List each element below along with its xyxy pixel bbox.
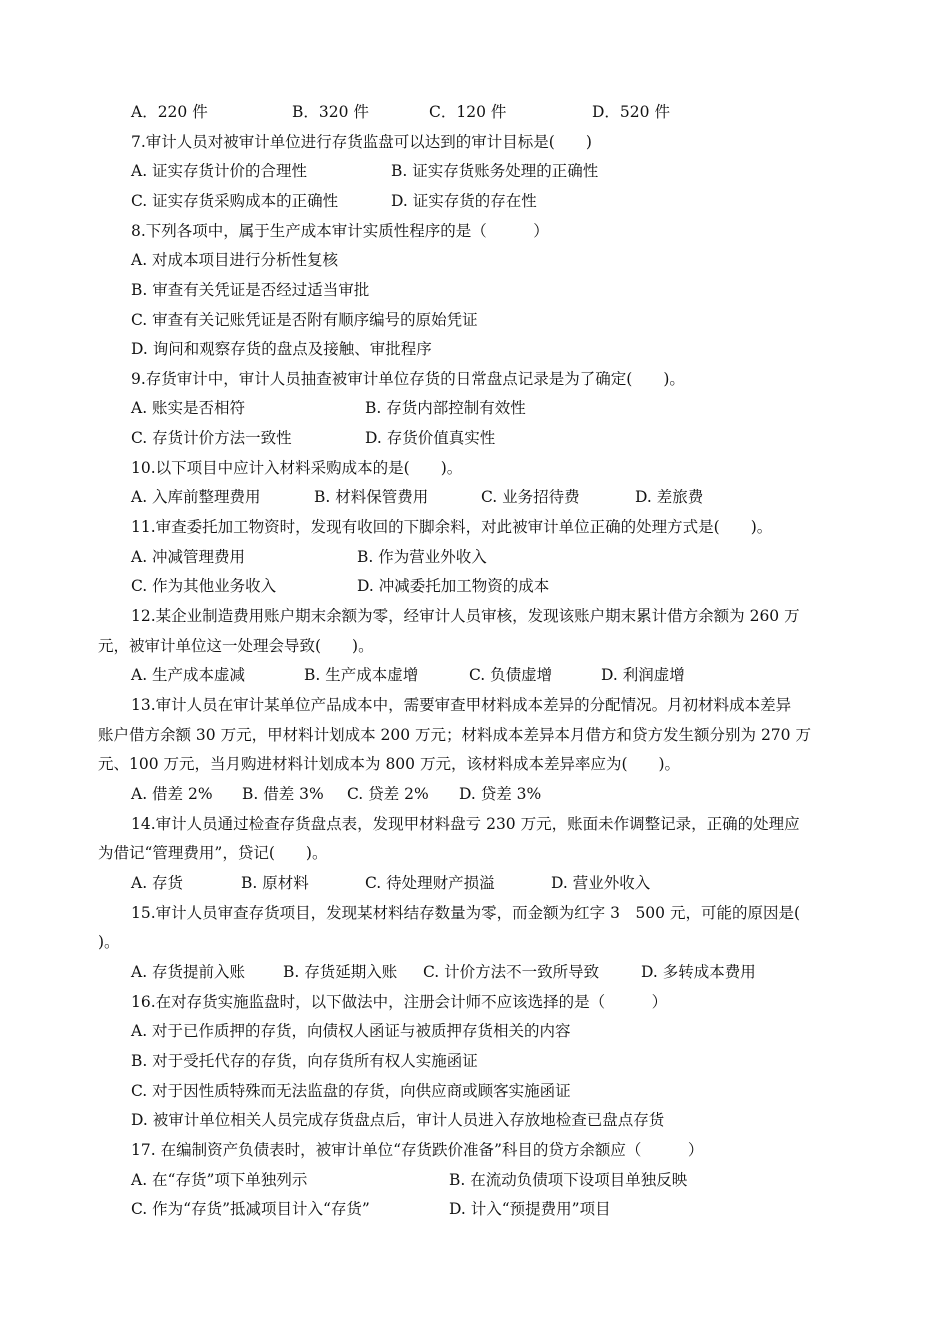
q10-stem: 10.以下项目中应计入材料采购成本的是( )。 — [131, 459, 463, 477]
q7-option-a: A. 证实存货计价的合理性 — [131, 162, 308, 180]
q6-option-d: D．520 件 — [592, 103, 670, 121]
q16-option-d: D. 被审计单位相关人员完成存货盘点后，审计人员进入存放地检查已盘点存货 — [131, 1111, 665, 1129]
q17-option-c: C. 作为“存货”抵减项目计入“存货” — [131, 1200, 370, 1218]
q6-option-a: A．220 件 — [131, 103, 208, 121]
q13-stem-line2: 账户借方余额 30 万元，甲材料计划成本 200 万元；材料成本差异本月借方和贷方发生额分别为 270 万 — [98, 726, 811, 744]
q15-option-a: A. 存货提前入账 — [131, 963, 246, 981]
q12-stem-line1: 12.某企业制造费用账户期末余额为零，经审计人员审核，发现该账户期末累计借方余额为 260 万 — [131, 607, 800, 625]
q16-option-b: B. 对于受托代存的存货，向存货所有权人实施函证 — [131, 1052, 478, 1070]
q15-option-c: C. 计价方法不一致所导致 — [423, 963, 600, 981]
q17-option-b: B. 在流动负债项下设项目单独反映 — [449, 1171, 688, 1189]
q7-option-d: D. 证实存货的存在性 — [391, 192, 537, 210]
q17-stem: 17. 在编制资产负债表时，被审计单位“存货跌价准备”科目的贷方余额应（ ） — [131, 1141, 704, 1159]
q6-option-c: C．120 件 — [429, 103, 507, 121]
q12-option-b: B. 生产成本虚增 — [304, 666, 419, 684]
q15-stem-line1: 15.审计人员审查存货项目，发现某材料结存数量为零，而金额为红字 3 500 元，可能的原因是( — [131, 904, 801, 922]
q14-stem-line1: 14.审计人员通过检查存货盘点表，发现甲材料盘亏 230 万元，账面未作调整记录，正确的处理应 — [131, 815, 800, 833]
q13-option-c: C. 贷差 2% — [347, 785, 429, 803]
q9-option-d: D. 存货价值真实性 — [365, 429, 496, 447]
q7-option-b: B. 证实存货账务处理的正确性 — [391, 162, 599, 180]
q6-option-b: B．320 件 — [292, 103, 369, 121]
q11-option-a: A. 冲减管理费用 — [131, 548, 246, 566]
q13-stem-line1: 13.审计人员在审计某单位产品成本中，需要审查甲材料成本差异的分配情况。月初材料成本差异 — [131, 696, 792, 714]
q7-stem: 7.审计人员对被审计单位进行存货监盘可以达到的审计目标是( ) — [131, 133, 592, 151]
q15-option-d: D. 多转成本费用 — [641, 963, 756, 981]
q14-option-d: D. 营业外收入 — [551, 874, 651, 892]
q13-option-b: B. 借差 3% — [242, 785, 324, 803]
q13-option-a: A. 借差 2% — [131, 785, 213, 803]
q16-stem: 16.在对存货实施监盘时，以下做法中，注册会计师不应该选择的是（ ） — [131, 993, 668, 1011]
q11-option-b: B. 作为营业外收入 — [357, 548, 487, 566]
q8-option-a: A. 对成本项目进行分析性复核 — [131, 251, 339, 269]
q10-option-a: A. 入库前整理费用 — [131, 488, 261, 506]
q17-option-a: A. 在“存货”项下单独列示 — [131, 1171, 308, 1189]
q15-stem-line2: )。 — [98, 933, 120, 951]
q12-stem-line2: 元，被审计单位这一处理会导致( )。 — [98, 637, 374, 655]
q16-option-c: C. 对于因性质特殊而无法监盘的存货，向供应商或顾客实施函证 — [131, 1082, 571, 1100]
q13-stem-line3: 元、100 万元，当月购进材料计划成本为 800 万元，该材料成本差异率应为( )。 — [98, 755, 681, 773]
q8-option-b: B. 审查有关凭证是否经过适当审批 — [131, 281, 370, 299]
q10-option-b: B. 材料保管费用 — [314, 488, 429, 506]
q11-option-c: C. 作为其他业务收入 — [131, 577, 277, 595]
q14-option-b: B. 原材料 — [241, 874, 309, 892]
q11-stem: 11.审查委托加工物资时，发现有收回的下脚余料，对此被审计单位正确的处理方式是( )。 — [131, 518, 773, 536]
q10-option-c: C. 业务招待费 — [481, 488, 580, 506]
q12-option-c: C. 负债虚增 — [469, 666, 553, 684]
q14-option-a: A. 存货 — [131, 874, 184, 892]
q8-option-d: D. 询问和观察存货的盘点及接触、审批程序 — [131, 340, 432, 358]
q14-stem-line2: 为借记“管理费用”，贷记( )。 — [98, 844, 328, 862]
q9-option-c: C. 存货计价方法一致性 — [131, 429, 292, 447]
q15-option-b: B. 存货延期入账 — [283, 963, 398, 981]
q16-option-a: A. 对于已作质押的存货，向债权人函证与被质押存货相关的内容 — [131, 1022, 571, 1040]
q13-option-d: D. 贷差 3% — [459, 785, 542, 803]
q17-option-d: D. 计入“预提费用”项目 — [449, 1200, 611, 1218]
q8-stem: 8.下列各项中，属于生产成本审计实质性程序的是（ ） — [131, 222, 549, 240]
q14-option-c: C. 待处理财产损溢 — [365, 874, 495, 892]
q8-option-c: C. 审查有关记账凭证是否附有顺序编号的原始凭证 — [131, 311, 478, 329]
q11-option-d: D. 冲减委托加工物资的成本 — [357, 577, 550, 595]
q12-option-d: D. 利润虚增 — [601, 666, 685, 684]
q7-option-c: C. 证实存货采购成本的正确性 — [131, 192, 339, 210]
q10-option-d: D. 差旅费 — [635, 488, 704, 506]
q9-option-a: A. 账实是否相符 — [131, 399, 246, 417]
q12-option-a: A. 生产成本虚减 — [131, 666, 246, 684]
q9-option-b: B. 存货内部控制有效性 — [365, 399, 526, 417]
q9-stem: 9.存货审计中，审计人员抽查被审计单位存货的日常盘点记录是为了确定( )。 — [131, 370, 685, 388]
